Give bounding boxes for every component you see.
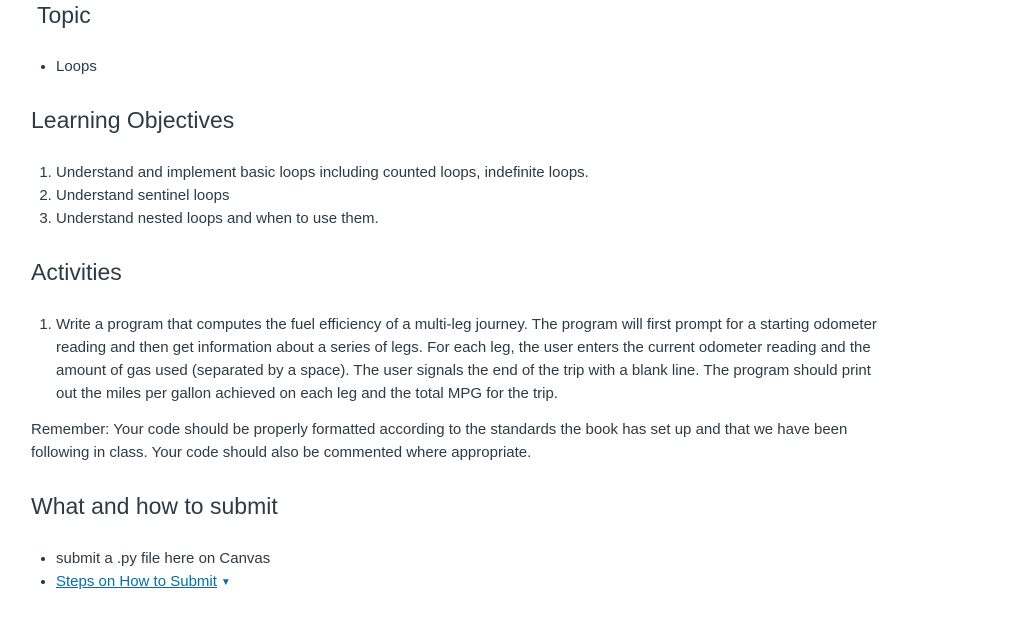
- caret-down-icon[interactable]: ▼: [220, 577, 231, 588]
- activities-heading: Activities: [31, 259, 122, 285]
- list-item: 3. Understand nested loops and when to use them.: [56, 207, 589, 230]
- steps-to-submit-link[interactable]: Steps on How to Submit: [56, 573, 217, 590]
- list-item: • Loops: [56, 55, 97, 78]
- topic-heading: Topic: [37, 2, 91, 28]
- list-item: 1. Write a program that computes the fuel efficiency of a multi-leg journey. The program will first prompt for a starting odometer reading and then get information about a series of legs. For each leg, the user enters the current odometer reading and the amount of gas used (separated by a space). The user signals the end of the trip with a blank line. The program should print out the miles per gallon achieved on each leg and the total MPG for the trip.: [56, 313, 886, 405]
- list-item: 2. Understand sentinel loops: [56, 184, 589, 207]
- list-item: 1. Understand and implement basic loops including counted loops, indefinite loops.: [56, 161, 589, 184]
- remember-note: Remember: Your code should be properly formatted according to the standards the book has set up and that we have been following in class. Your code should also be commented where appropriate.: [31, 421, 848, 461]
- submit-list: [31, 547, 270, 594]
- list-item: [56, 570, 270, 594]
- submit-heading: What and how to submit: [31, 493, 278, 519]
- learning-objectives-heading: Learning Objectives: [31, 107, 235, 133]
- list-item: • submit a .py file here on Canvas: [56, 547, 270, 570]
- objectives-list: [31, 161, 589, 230]
- activities-list: [31, 313, 886, 405]
- topic-list: [31, 55, 97, 78]
